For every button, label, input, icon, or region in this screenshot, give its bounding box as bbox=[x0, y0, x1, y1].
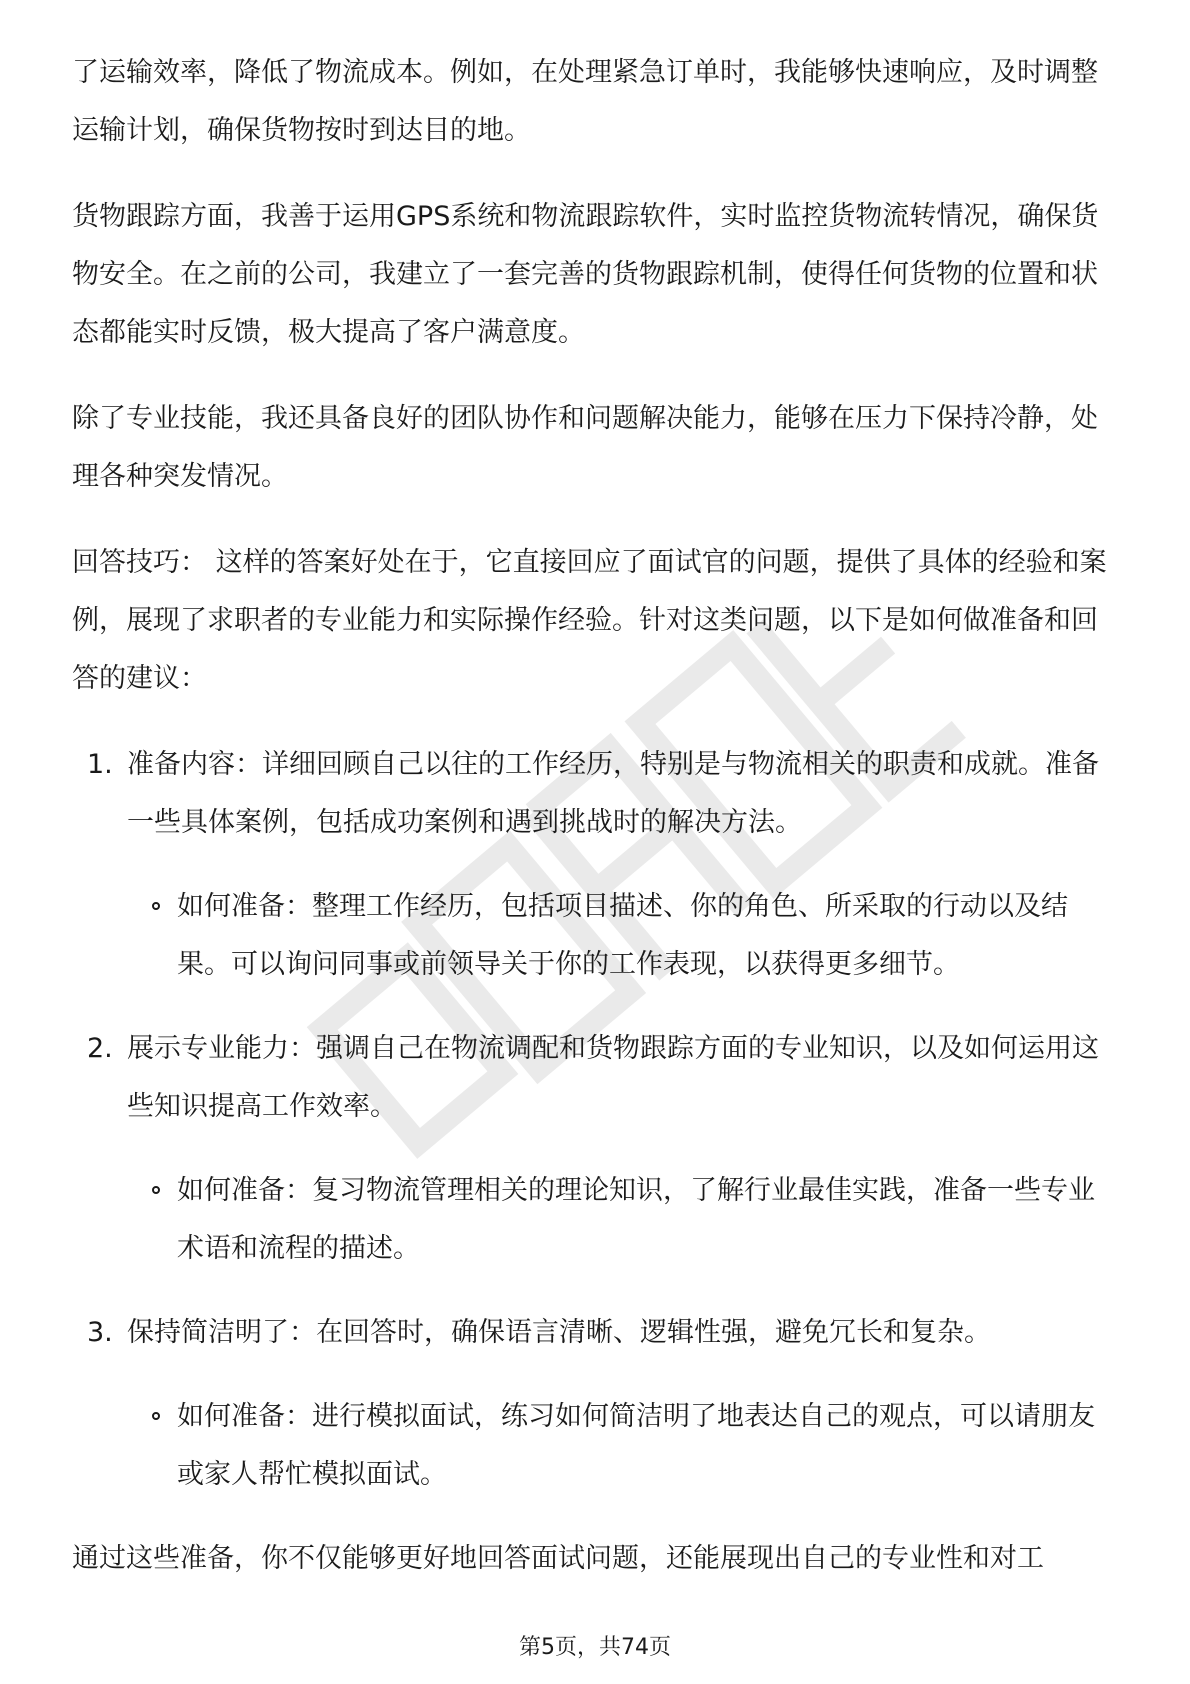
paragraph: 回答技巧： 这样的答案好处在于，它直接回应了面试官的问题，提供了具体的经验和案例，展现了求职者的专业能力和实际操作经验。针对这类问题，以下是如何做准备和回答的建议： bbox=[72, 547, 1107, 694]
sub-list-item bbox=[72, 878, 1117, 994]
page-number: 第5页，共74页 bbox=[519, 1635, 671, 1660]
sub-list-item-text: 如何准备：复习物流管理相关的理论知识，了解行业最佳实践，准备一些专业术语和流程的描述。 bbox=[177, 1175, 1095, 1264]
list-item-text: 保持简洁明了：在回答时，确保语言清晰、逻辑性强，避免冗长和复杂。 bbox=[127, 1317, 991, 1348]
list-item bbox=[72, 1304, 1117, 1362]
hollow-bullet-icon bbox=[152, 1186, 160, 1194]
list-number: 2. bbox=[87, 1033, 113, 1064]
paragraph: 通过这些准备，你不仅能够更好地回答面试问题，还能展现出自己的专业性和对工 bbox=[72, 1543, 1044, 1574]
list-item bbox=[72, 736, 1117, 852]
sub-list-item-text: 如何准备：进行模拟面试，练习如何简洁明了地表达自己的观点，可以请朋友或家人帮忙模拟面试。 bbox=[177, 1401, 1095, 1490]
list-number: 1. bbox=[87, 749, 113, 780]
hollow-bullet-icon bbox=[152, 902, 160, 910]
list-item-text: 展示专业能力：强调自己在物流调配和货物跟踪方面的专业知识，以及如何运用这些知识提高工作效率。 bbox=[127, 1033, 1099, 1122]
paragraph: 了运输效率，降低了物流成本。例如，在处理紧急订单时，我能够快速响应，及时调整运输计划，确保货物按时到达目的地。 bbox=[72, 57, 1098, 146]
hollow-bullet-icon bbox=[152, 1412, 160, 1420]
sub-list-item bbox=[72, 1162, 1117, 1278]
list-number: 3. bbox=[87, 1317, 113, 1348]
document-body bbox=[72, 44, 1117, 1588]
paragraph: 货物跟踪方面，我善于运用GPS系统和物流跟踪软件，实时监控货物流转情况，确保货物安全。在之前的公司，我建立了一套完善的货物跟踪机制，使得任何货物的位置和状态都能实时反馈，极大提高了客户满意度。 bbox=[72, 201, 1099, 348]
sub-list-item bbox=[72, 1388, 1117, 1504]
list-item-text: 准备内容：详细回顾自己以往的工作经历，特别是与物流相关的职责和成就。准备一些具体案例，包括成功案例和遇到挑战时的解决方法。 bbox=[127, 749, 1099, 838]
paragraph: 除了专业技能，我还具备良好的团队协作和问题解决能力，能够在压力下保持冷静，处理各种突发情况。 bbox=[72, 403, 1098, 492]
sub-list-item-text: 如何准备：整理工作经历，包括项目描述、你的角色、所采取的行动以及结果。可以询问同事或前领导关于你的工作表现，以获得更多细节。 bbox=[177, 891, 1068, 980]
list-item bbox=[72, 1020, 1117, 1136]
